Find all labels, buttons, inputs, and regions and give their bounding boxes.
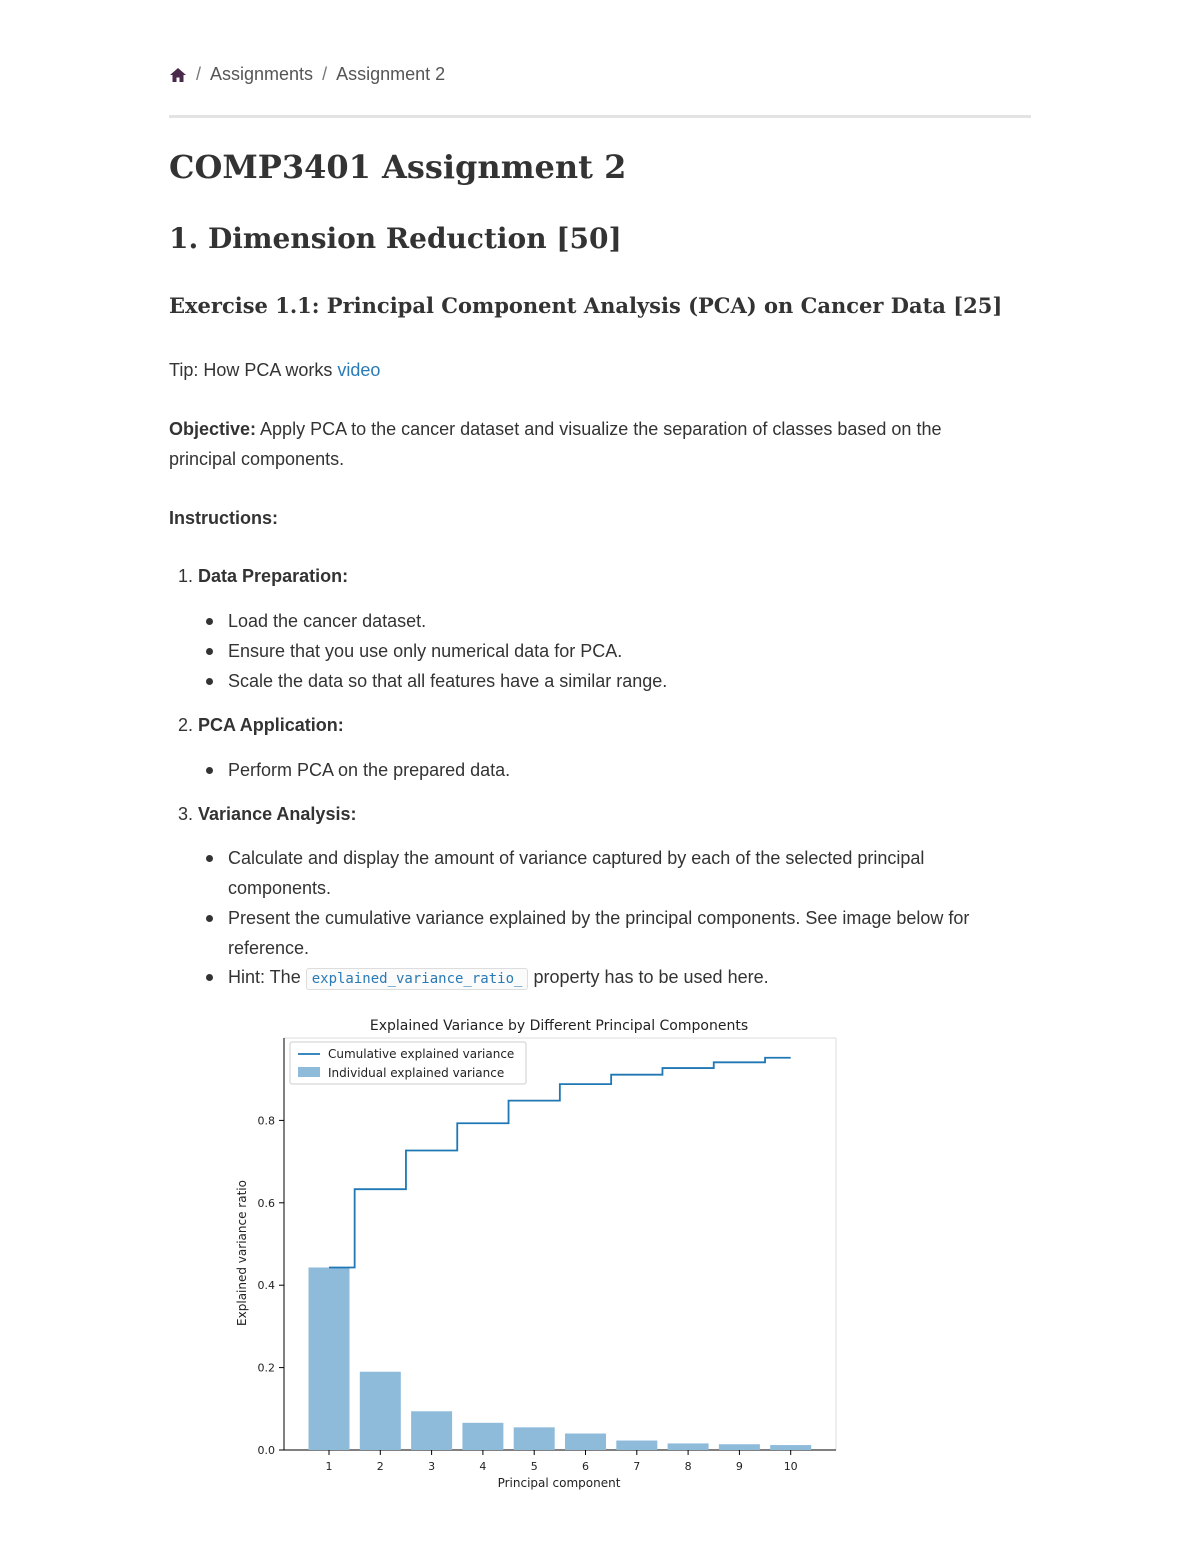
x-tick-label: 7 — [633, 1460, 641, 1473]
x-tick-label: 10 — [783, 1460, 798, 1473]
section-heading: 1. Dimension Reduction [50] — [169, 222, 622, 255]
list-item: Load the cancer dataset. — [228, 606, 1038, 636]
bar — [565, 1434, 606, 1450]
breadcrumb — [169, 64, 445, 85]
x-axis-label: Principal component — [497, 1476, 621, 1490]
plot-area — [258, 1038, 837, 1473]
y-tick-label: 0.4 — [257, 1279, 275, 1293]
list-item-hint — [228, 962, 1038, 994]
instructions-heading: Instructions: — [169, 508, 279, 528]
list-item-text: Calculate and display the amount of variance captured by each of the selected principal — [228, 848, 925, 868]
bar — [616, 1441, 657, 1450]
step-number: 1. — [178, 566, 194, 586]
bar — [514, 1427, 555, 1450]
x-tick-label: 1 — [325, 1460, 333, 1473]
step-2-heading — [178, 715, 344, 736]
objective-text: Apply PCA to the cancer dataset and visualize the separation of classes based on the — [256, 419, 942, 439]
list-item-text-cont: reference. — [228, 938, 310, 958]
legend-label-individual: Individual explained variance — [328, 1066, 505, 1080]
legend-bar-swatch — [298, 1067, 320, 1077]
y-tick-label: 0.0 — [257, 1444, 275, 1457]
breadcrumb-link-assignments[interactable]: Assignments — [210, 64, 314, 84]
exercise-heading: Exercise 1.1: Principal Component Analysis (PCA) on Cancer Data [25] — [169, 293, 1003, 318]
home-icon[interactable] — [169, 67, 187, 83]
y-tick-label: 0.8 — [257, 1114, 275, 1128]
breadcrumb-separator: / — [196, 64, 202, 84]
step-title: PCA Application: — [198, 715, 344, 735]
bar — [309, 1267, 350, 1450]
step-3-heading — [178, 804, 356, 825]
chart-title: Explained Variance by Different Principal Components — [369, 1018, 749, 1034]
x-tick-label: 3 — [428, 1460, 436, 1473]
y-tick-label: 0.6 — [257, 1196, 275, 1210]
x-tick-label: 6 — [582, 1460, 589, 1473]
instructions-label — [169, 503, 278, 533]
list-item-text: Present the cumulative variance explained by the principal components. See image below for — [228, 908, 970, 928]
list-item — [228, 903, 1038, 963]
bar — [719, 1444, 760, 1450]
bar — [462, 1423, 503, 1450]
hint-prefix: Hint: The — [228, 967, 306, 987]
bar — [411, 1411, 452, 1450]
legend-label-cumulative: Cumulative explained variance — [328, 1047, 515, 1061]
step-number: 3. — [178, 804, 194, 824]
objective-text-cont: principal components. — [169, 449, 345, 469]
step-number: 2. — [178, 715, 194, 735]
list-item: Ensure that you use only numerical data for PCA. — [228, 636, 1038, 666]
list-item — [228, 843, 1038, 903]
video-link[interactable]: video — [337, 360, 381, 380]
objective-label: Objective: — [169, 419, 257, 439]
bar — [668, 1443, 709, 1450]
hint-suffix: property has to be used here. — [528, 967, 769, 987]
list-item: Perform PCA on the prepared data. — [228, 755, 1038, 785]
list-item-text-cont: components. — [228, 878, 332, 898]
y-axis-label: Explained variance ratio — [235, 1180, 249, 1326]
x-tick-label: 4 — [479, 1460, 487, 1473]
page-title: COMP3401 Assignment 2 — [169, 148, 627, 186]
x-tick-label: 5 — [530, 1460, 538, 1473]
bar — [360, 1372, 401, 1450]
header-divider — [169, 115, 1031, 118]
explained-variance-chart — [228, 1008, 848, 1498]
step-title: Variance Analysis: — [198, 804, 357, 824]
objective-paragraph — [169, 414, 941, 474]
x-tick-label: 9 — [735, 1460, 743, 1473]
list-item: Scale the data so that all features have a similar range. — [228, 666, 1038, 696]
breadcrumb-current: Assignment 2 — [336, 64, 446, 84]
inline-code: explained_variance_ratio_ — [306, 968, 529, 990]
cumulative-step-line — [329, 1058, 791, 1268]
tip-text: Tip: How PCA works — [169, 360, 338, 380]
step-title: Data Preparation: — [198, 566, 349, 586]
bar — [770, 1445, 811, 1450]
breadcrumb-separator: / — [322, 64, 328, 84]
step-1-heading — [178, 566, 348, 587]
x-tick-label: 2 — [376, 1460, 384, 1473]
tip-paragraph — [169, 355, 380, 385]
y-tick-label: 0.2 — [257, 1361, 275, 1375]
x-tick-label: 8 — [684, 1460, 692, 1473]
